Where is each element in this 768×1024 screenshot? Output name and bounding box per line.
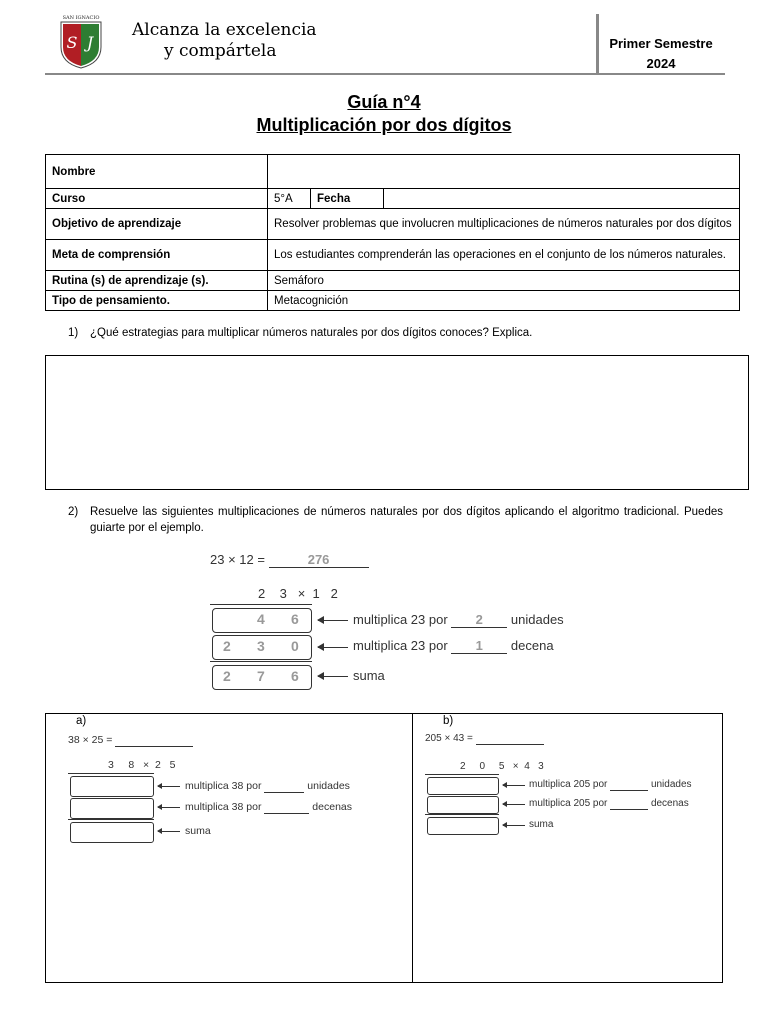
example-rule-2 bbox=[210, 661, 312, 662]
exercise-b-row-2-text: multiplica 205 por bbox=[529, 798, 608, 809]
exercise-b-arrow-1 bbox=[503, 785, 525, 786]
exercise-a-equation bbox=[68, 734, 193, 747]
exercise-b-row-1-text: multiplica 205 por bbox=[529, 779, 608, 790]
exercise-a-partial-2-box[interactable] bbox=[70, 798, 154, 819]
nombre-label: Nombre bbox=[46, 155, 268, 189]
exercise-a-factors: 3 8 × 2 5 bbox=[108, 759, 176, 771]
example-sum bbox=[212, 665, 312, 690]
fecha-label: Fecha bbox=[311, 189, 384, 209]
rutina-value: Semáforo bbox=[268, 271, 740, 291]
example-answer-value: 276 bbox=[307, 552, 330, 567]
curso-label: Curso bbox=[46, 189, 268, 209]
exercise-b-row-3: suma bbox=[529, 819, 554, 830]
exercise-b-row-2 bbox=[529, 798, 689, 810]
exercise-b-row-2-unit: decenas bbox=[650, 798, 689, 809]
exercise-divider bbox=[412, 713, 413, 983]
exercise-b-partial-2-box[interactable] bbox=[427, 796, 499, 814]
nombre-field[interactable] bbox=[268, 155, 740, 189]
question-2-number: 2) bbox=[68, 506, 79, 518]
exercise-b-equation bbox=[425, 733, 544, 745]
example-equation bbox=[210, 552, 369, 568]
question-1-text: ¿Qué estrategias para multiplicar números naturales por dos dígitos conoces? Explica. bbox=[90, 327, 533, 339]
exercise-a-row-1-text: multiplica 38 por bbox=[185, 780, 262, 792]
meta-label: Meta de comprensión bbox=[46, 240, 268, 271]
example-row-1-fill: 2 bbox=[451, 612, 507, 628]
exercise-a-sum-box[interactable] bbox=[70, 822, 154, 843]
exercise-a-arrow-2 bbox=[158, 807, 180, 808]
question-1-number: 1) bbox=[68, 327, 79, 339]
exercise-a-row-2-field[interactable] bbox=[264, 801, 309, 814]
guide-title: Guía n°4 bbox=[347, 92, 421, 112]
exercise-b-rule-1 bbox=[425, 774, 499, 775]
example-partial-1 bbox=[212, 608, 312, 633]
example-rule-1 bbox=[210, 604, 312, 605]
semester-year: 2024 bbox=[646, 56, 676, 71]
example-partial-2-digit: 2 bbox=[223, 638, 231, 654]
exercise-a-rule-1 bbox=[68, 773, 154, 774]
example-row-2-fill: 1 bbox=[451, 638, 507, 654]
example-sum-digit: 6 bbox=[291, 668, 299, 684]
fecha-field[interactable] bbox=[384, 189, 740, 209]
exercise-a-rule-2 bbox=[68, 819, 154, 820]
exercise-b-letter: b) bbox=[443, 715, 454, 727]
example-sum-digit: 2 bbox=[223, 668, 231, 684]
example-partial-2-digit: 0 bbox=[291, 638, 299, 654]
svg-text:S: S bbox=[66, 33, 78, 52]
curso-value: 5°A bbox=[268, 189, 311, 209]
school-slogan bbox=[132, 20, 317, 62]
objetivo-value: Resolver problemas que involucren multiplicaciones de números naturales por dos dígitos bbox=[268, 209, 740, 240]
exercise-a-row-2-unit: decenas bbox=[312, 801, 352, 813]
exercise-a-row-2 bbox=[185, 801, 352, 814]
guide-subtitle: Multiplicación por dos dígitos bbox=[256, 115, 512, 135]
example-row-2-unit: decena bbox=[510, 638, 554, 653]
exercise-table bbox=[45, 713, 723, 983]
exercise-b-equation-text: 205 × 43 = bbox=[425, 733, 473, 744]
exercise-b-partial-1-box[interactable] bbox=[427, 777, 499, 795]
example-row-2-label bbox=[353, 638, 554, 654]
exercise-b-arrow-2 bbox=[503, 804, 525, 805]
tipo-value: Metacognición bbox=[268, 291, 740, 311]
exercise-a-row-3: suma bbox=[185, 825, 211, 837]
semester-block bbox=[606, 34, 716, 74]
logo-text: SAN IGNACIO bbox=[62, 15, 100, 21]
meta-value: Los estudiantes comprenderán las operaciones en el conjunto de los números naturales. bbox=[268, 240, 740, 271]
exercise-b-row-1-unit: unidades bbox=[650, 779, 692, 790]
slogan-line-1: Alcanza la excelencia bbox=[132, 20, 317, 40]
exercise-a-row-1-field[interactable] bbox=[264, 780, 304, 793]
exercise-a-row-1-unit: unidades bbox=[307, 780, 350, 792]
question-2-text: Resuelve las siguientes multiplicaciones de números naturales por dos dígitos aplicando el algoritmo tradicional. Puedes guiarte por el ejemplo. bbox=[90, 506, 723, 534]
exercise-a-equation-text: 38 × 25 = bbox=[68, 734, 113, 746]
example-answer bbox=[269, 552, 369, 568]
example-row-1-text: multiplica 23 por bbox=[353, 612, 448, 627]
example-partial-1-digit: 4 bbox=[257, 611, 265, 627]
example-row-3-label: suma bbox=[353, 668, 385, 683]
exercise-a-row-1 bbox=[185, 780, 350, 793]
example-factors: 2 3 × 1 2 bbox=[258, 586, 338, 601]
exercise-b-row-1-field[interactable] bbox=[610, 779, 648, 791]
example-row-1-label bbox=[353, 612, 564, 628]
svg-text:J: J bbox=[86, 33, 94, 52]
example-partial-1-digit: 6 bbox=[291, 611, 299, 627]
exercise-a-row-2-text: multiplica 38 por bbox=[185, 801, 262, 813]
exercise-a-arrow-1 bbox=[158, 786, 180, 787]
exercise-b-row-2-field[interactable] bbox=[610, 798, 648, 810]
exercise-a-arrow-3 bbox=[158, 831, 180, 832]
example-sum-digit: 7 bbox=[257, 668, 265, 684]
student-info-table bbox=[45, 154, 740, 311]
exercise-b-rule-2 bbox=[425, 814, 499, 815]
example-row-1-unit: unidades bbox=[510, 612, 564, 627]
example-row-2-text: multiplica 23 por bbox=[353, 638, 448, 653]
exercise-a-partial-1-box[interactable] bbox=[70, 776, 154, 797]
exercise-a-letter: a) bbox=[76, 715, 87, 727]
example-arrow-3 bbox=[318, 676, 348, 677]
question-1-answer-box[interactable] bbox=[45, 355, 749, 490]
example-partial-2 bbox=[212, 635, 312, 660]
objetivo-label: Objetivo de aprendizaje bbox=[46, 209, 268, 240]
header-divider-vertical bbox=[596, 14, 599, 74]
rutina-label: Rutina (s) de aprendizaje (s). bbox=[46, 271, 268, 291]
example-equation-text: 23 × 12 = bbox=[210, 552, 265, 567]
semester-label: Primer Semestre bbox=[609, 36, 713, 51]
exercise-b-row-1 bbox=[529, 779, 692, 791]
example-arrow-1 bbox=[318, 620, 348, 621]
exercise-b-answer-field[interactable] bbox=[476, 733, 544, 745]
tipo-label: Tipo de pensamiento. bbox=[46, 291, 268, 311]
exercise-b-sum-box[interactable] bbox=[427, 817, 499, 835]
exercise-a-answer-field[interactable] bbox=[115, 734, 193, 747]
question-2 bbox=[68, 504, 723, 536]
slogan-line-2: y compártela bbox=[164, 41, 277, 61]
example-arrow-2 bbox=[318, 647, 348, 648]
question-1 bbox=[68, 325, 723, 341]
exercise-b-factors: 2 0 5 × 4 3 bbox=[460, 761, 544, 772]
exercise-b-arrow-3 bbox=[503, 825, 525, 826]
example-partial-2-digit: 3 bbox=[257, 638, 265, 654]
school-crest-logo bbox=[57, 13, 105, 69]
